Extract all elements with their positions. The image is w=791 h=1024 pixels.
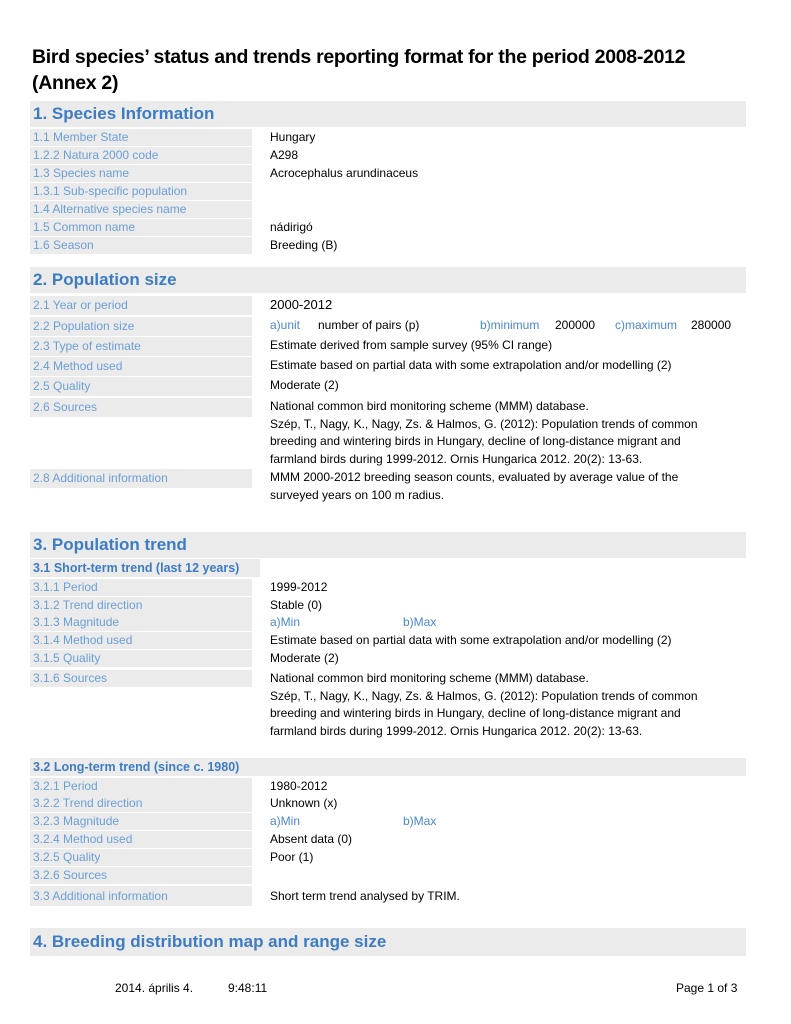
label-short-magnitude: 3.1.3 Magnitude (30, 614, 252, 631)
source-line: Szép, T., Nagy, K., Nagy, Zs. & Halmos, G. (2012): Population trends of common (270, 416, 698, 431)
label-short-period: 3.1.1 Period (30, 579, 252, 596)
value-short-quality: Moderate (2) (270, 651, 339, 665)
value-natura-code: A298 (270, 148, 299, 162)
section-1-heading: 1. Species Information (30, 101, 746, 127)
maximum-value: 280000 (691, 318, 732, 332)
label-species-name: 1.3 Species name (30, 165, 252, 182)
value-short-method-used: Estimate based on partial data with some extrapolation and/or modelling (2) (270, 633, 672, 647)
short-term-heading: 3.1 Short-term trend (last 12 years) (30, 559, 260, 577)
label-long-method-used: 3.2.4 Method used (30, 831, 252, 848)
label-additional-info: 2.8 Additional information (30, 469, 252, 488)
minimum-value: 200000 (555, 318, 596, 332)
value-population-size (270, 317, 740, 335)
additional-info-line: surveyed years on 100 m radius. (270, 487, 445, 502)
value-long-period: 1980-2012 (270, 779, 328, 793)
value-type-of-estimate: Estimate derived from sample survey (95% CI range) (270, 338, 553, 352)
magnitude-min-label: a)Min (270, 615, 301, 629)
label-method-used: 2.4 Method used (30, 357, 252, 376)
maximum-label: c)maximum (615, 318, 677, 332)
unit-label: a)unit (270, 318, 301, 332)
value-quality: Moderate (2) (270, 378, 339, 392)
source-line: farmland birds during 1999-2012. Ornis Hungarica 2012. 20(2): 13-63. (270, 723, 643, 738)
value-member-state: Hungary (270, 130, 316, 144)
source-line: National common bird monitoring scheme (MMM) database. (270, 671, 589, 685)
label-sources: 2.6 Sources (30, 398, 252, 417)
label-common-name: 1.5 Common name (30, 219, 252, 236)
long-term-heading: 3.2 Long-term trend (since c. 1980) (30, 758, 746, 776)
source-line: Szép, T., Nagy, K., Nagy, Zs. & Halmos, G. (2012): Population trends of common (270, 688, 698, 703)
value-short-trend-direction: Stable (0) (270, 598, 323, 612)
label-quality: 2.5 Quality (30, 377, 252, 396)
label-year-period: 2.1 Year or period (30, 296, 252, 315)
title-line-1: Bird species’ status and trends reporting format for the period 2008-2012 (32, 46, 686, 68)
label-subspecific-population: 1.3.1 Sub-specific population (30, 183, 252, 200)
source-line: breeding and wintering birds in Hungary, decline of long-distance migrant and (270, 706, 681, 720)
label-long-magnitude: 3.2.3 Magnitude (30, 813, 252, 830)
minimum-label: b)minimum (480, 318, 540, 332)
label-long-period: 3.2.1 Period (30, 778, 252, 795)
report-title (32, 44, 752, 96)
title-line-2: (Annex 2) (32, 72, 119, 94)
label-alternative-name: 1.4 Alternative species name (30, 201, 252, 218)
label-long-quality: 3.2.5 Quality (30, 849, 252, 866)
magnitude-min-label: a)Min (270, 814, 301, 828)
magnitude-max-label: b)Max (403, 615, 437, 629)
label-season: 1.6 Season (30, 237, 252, 254)
additional-info-line: MMM 2000-2012 breeding season counts, evaluated by average value of the (270, 470, 679, 484)
section-4-heading: 4. Breeding distribution map and range size (30, 928, 746, 956)
value-short-sources (270, 670, 740, 740)
value-short-period: 1999-2012 (270, 580, 328, 594)
footer-date: 2014. április 4. (115, 981, 194, 995)
footer-page-number: Page 1 of 3 (676, 981, 738, 995)
value-additional-info (270, 469, 740, 504)
label-long-trend-direction: 3.2.2 Trend direction (30, 795, 252, 812)
unit-value: number of pairs (p) (318, 318, 420, 332)
value-common-name: nádirigó (270, 220, 313, 234)
value-year-period: 2000-2012 (270, 297, 333, 312)
label-natura-code: 1.2.2 Natura 2000 code (30, 147, 252, 164)
label-short-method-used: 3.1.4 Method used (30, 632, 252, 649)
value-long-magnitude (270, 813, 740, 831)
value-method-used: Estimate based on partial data with some extrapolation and/or modelling (2) (270, 358, 672, 372)
label-population-size: 2.2 Population size (30, 317, 252, 336)
footer-time: 9:48:11 (228, 981, 268, 995)
value-sources (270, 398, 740, 468)
label-long-sources: 3.2.6 Sources (30, 867, 252, 884)
label-type-of-estimate: 2.3 Type of estimate (30, 337, 252, 356)
value-season: Breeding (B) (270, 238, 338, 252)
value-long-quality: Poor (1) (270, 850, 314, 864)
section-2-heading: 2. Population size (30, 267, 746, 293)
value-short-magnitude (270, 614, 740, 632)
label-short-sources: 3.1.6 Sources (30, 670, 252, 687)
label-short-quality: 3.1.5 Quality (30, 650, 252, 667)
label-short-trend-direction: 3.1.2 Trend direction (30, 597, 252, 614)
source-line: breeding and wintering birds in Hungary, decline of long-distance migrant and (270, 434, 681, 448)
value-species-name: Acrocephalus arundinaceus (270, 166, 419, 180)
magnitude-max-label: b)Max (403, 814, 437, 828)
value-trend-additional-info: Short term trend analysed by TRIM. (270, 889, 460, 903)
value-long-method-used: Absent data (0) (270, 832, 353, 846)
value-long-trend-direction: Unknown (x) (270, 796, 338, 810)
source-line: farmland birds during 1999-2012. Ornis Hungarica 2012. 20(2): 13-63. (270, 451, 643, 466)
source-line: National common bird monitoring scheme (MMM) database. (270, 399, 589, 413)
label-trend-additional-info: 3.3 Additional information (30, 886, 252, 906)
label-member-state: 1.1 Member State (30, 129, 252, 146)
section-3-heading: 3. Population trend (30, 532, 746, 558)
